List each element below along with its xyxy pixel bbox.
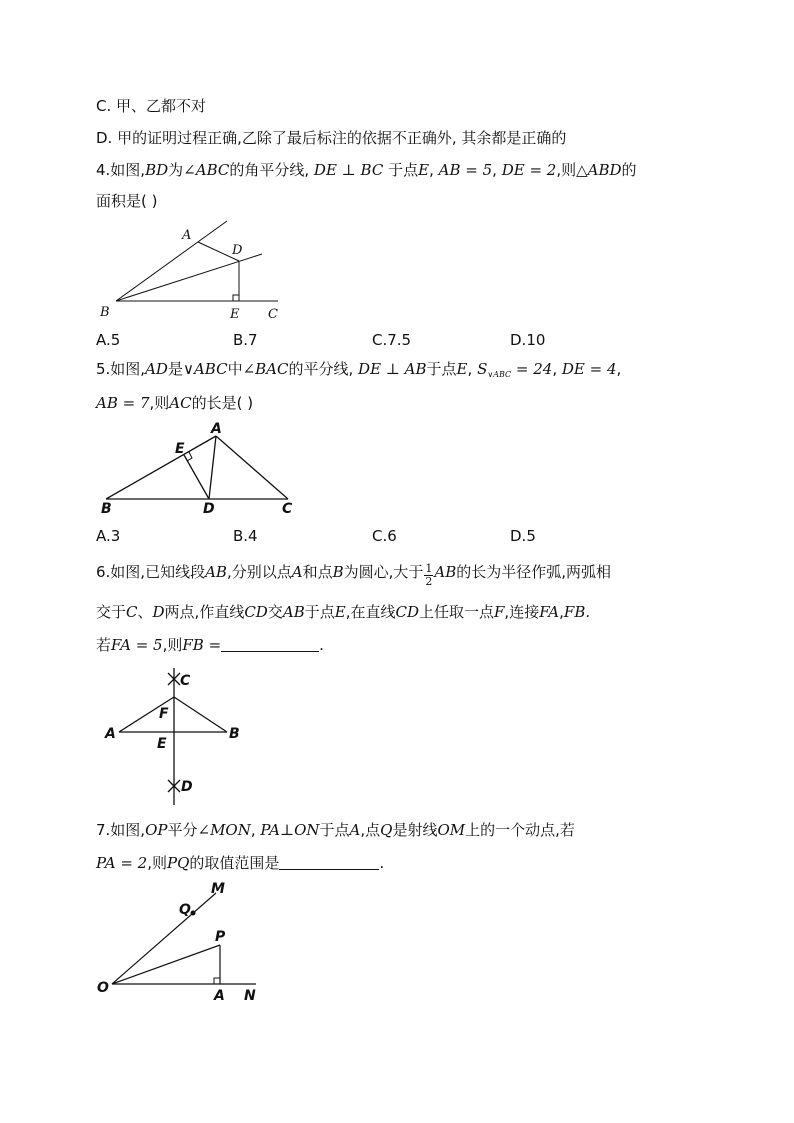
q6-label-e: E	[157, 736, 167, 752]
q6-label-b: B	[229, 726, 240, 742]
q6-label-c: C	[180, 673, 191, 689]
q6-fraction: $\frac{1}{2}$	[425, 562, 433, 588]
q5-option-c: C.6	[372, 527, 397, 545]
q4-option-a: A.5	[96, 331, 121, 349]
q6-stem: 6.如图,已知线段AB,分别以点A和点B为圆心,大于 $\frac{1}{2}$ AB的长为半径作弧,两弧相	[96, 562, 612, 588]
q7-label-m: M	[211, 881, 225, 897]
option-d-text: D. 甲的证明过程正确,乙除了最后标注的依据不正确外, 其余都是正确的	[96, 129, 567, 147]
q5-label-c: C	[282, 501, 293, 517]
q6-label-f: F	[159, 706, 169, 722]
q7-stem: 7.如图,OP平分∠MON, PA⊥ON于点A,点Q是射线OM上的一个动点,若	[96, 821, 575, 839]
q5-stem: 5.如图,AD是∨ABC中∠BAC的平分线, DE ⊥ AB于点E, $S_{\vee ABC} = 24$, DE = 4,	[96, 360, 622, 379]
q7-label-q: Q	[179, 902, 191, 918]
q4-option-b: B.7	[233, 331, 258, 349]
q4-label-e: E	[230, 307, 240, 322]
q7-stem-line2: PA = 2,则PQ的取值范围是 .	[96, 854, 385, 872]
option-c-text: C. 甲、乙都不对	[96, 97, 207, 115]
q7-label-n: N	[244, 988, 256, 1004]
q5-option-d: D.5	[510, 527, 536, 545]
q5-option-b: B.4	[233, 527, 258, 545]
q4-label-a: A	[182, 228, 192, 243]
q4-label-d: D	[232, 243, 243, 258]
q6-label-a: A	[105, 726, 116, 742]
q5-stem-line2: AB = 7,则AC的长是( )	[96, 394, 254, 412]
q6-label-d: D	[181, 779, 193, 795]
q5-option-a: A.3	[96, 527, 121, 545]
q4-option-d: D.10	[510, 331, 546, 349]
q4-label-c: C	[268, 307, 278, 322]
q7-label-o: O	[97, 980, 109, 996]
q4-option-c: C.7.5	[372, 331, 412, 349]
q6-stem-line3: 若FA = 5,则FB = .	[96, 636, 324, 654]
q6-stem-line2: 交于C、D两点,作直线CD交AB于点E,在直线CD上任取一点F,连接FA,FB.	[96, 603, 591, 621]
q4-label-b: B	[100, 305, 110, 320]
q7-label-a: A	[214, 988, 225, 1004]
q5-label-a: A	[211, 421, 222, 437]
q5-label-b: B	[101, 501, 112, 517]
q7-point-q	[191, 911, 196, 916]
q7-label-p: P	[215, 929, 226, 945]
q4-stem: 4.如图,BD为∠ABC的角平分线, DE ⊥ BC 于点E, AB = 5, DE = 2,则△ABD的	[96, 161, 637, 179]
q5-label-e: E	[175, 441, 185, 457]
q5-label-d: D	[203, 501, 215, 517]
q4-stem-line2: 面积是( )	[96, 192, 158, 210]
